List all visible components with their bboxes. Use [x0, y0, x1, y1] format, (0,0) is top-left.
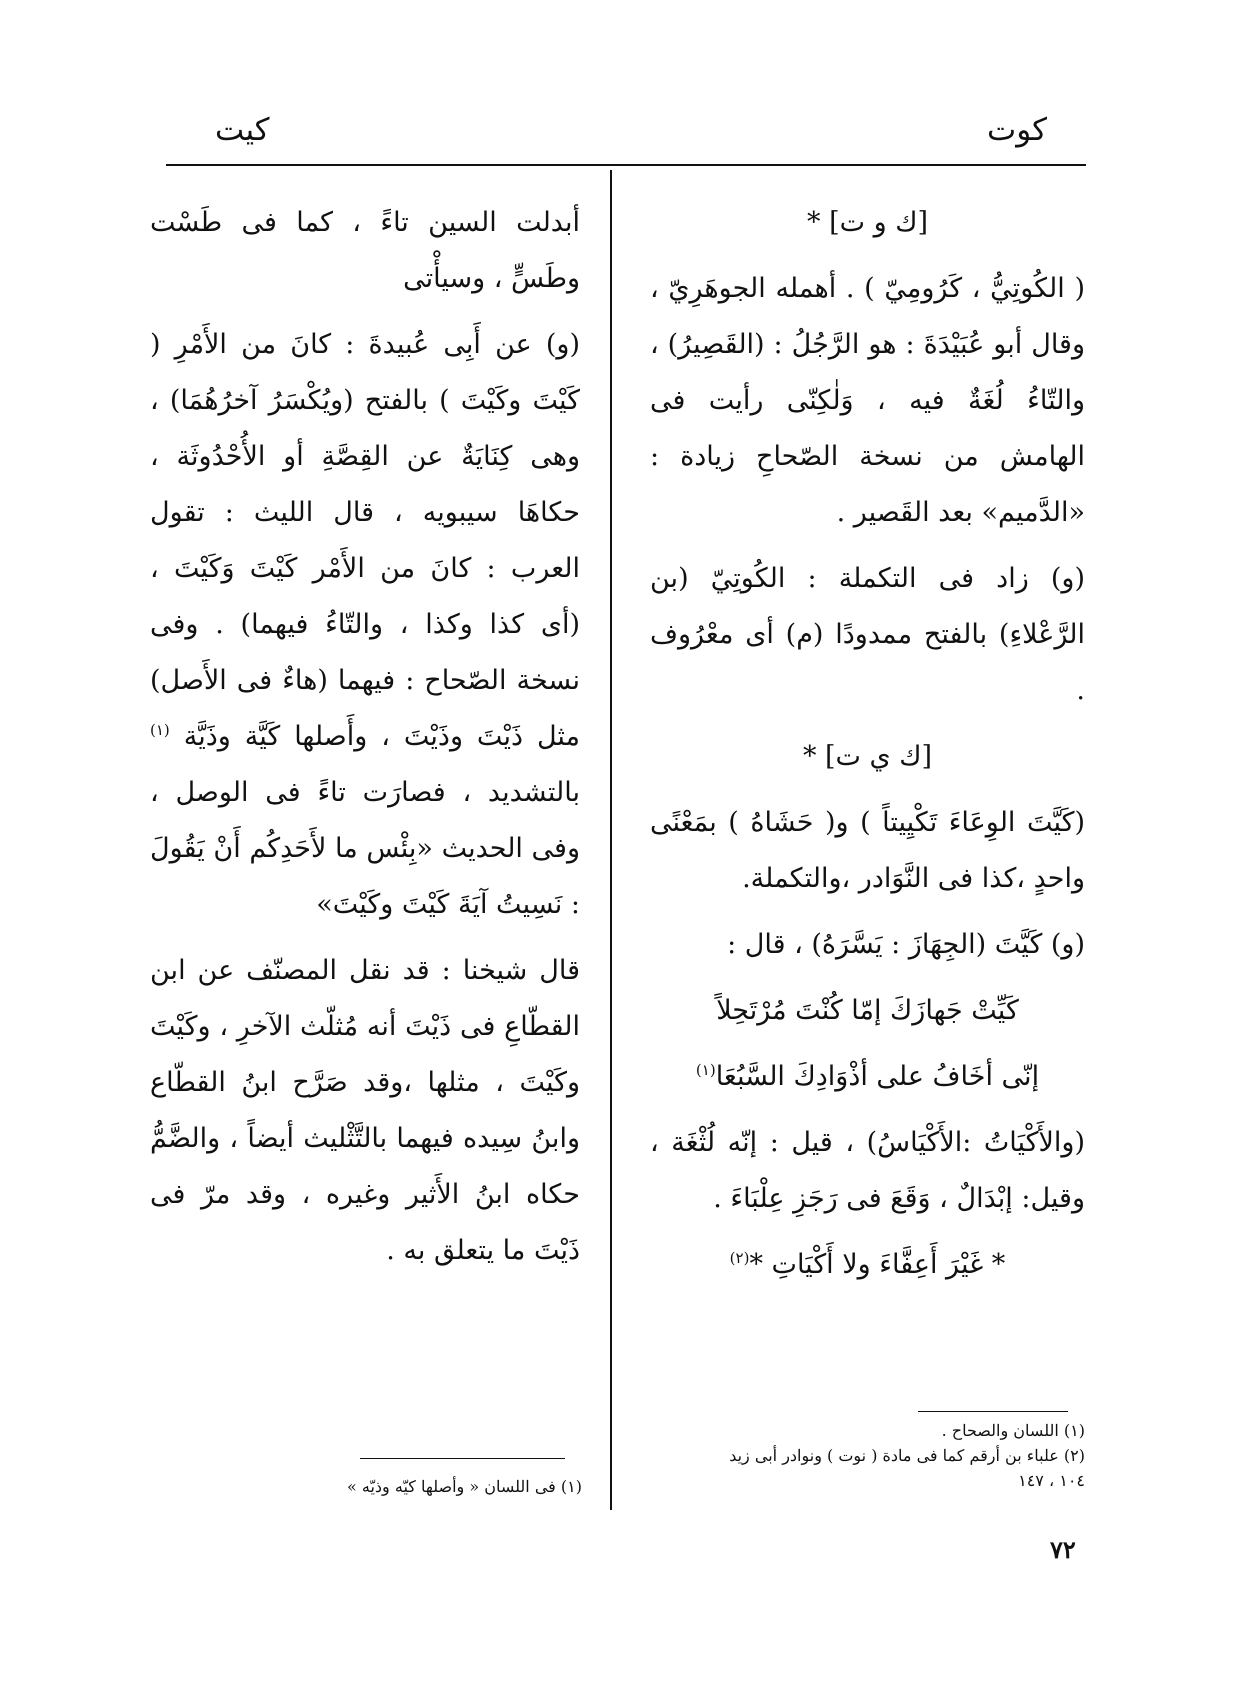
footnote-marker: (٢) [729, 1249, 750, 1267]
footnote-item: (١) اللسان والصحاح . [941, 1421, 1085, 1440]
kayta-paragraph-text: (و) عن أَبِى عُبيدةَ : كانَ من الأَمْرِ ( كَيْتَ وكَيْتَ ) بالفتح (ويُكْسَرُ آخرُهُمَا) ، وهى كِنَايَةٌ عن القِصَّةِ أو الأُحْدُوثَة ، حكاهَا سيبويه ، قال الليث : تقول العرب : كانَ من الأَمْر كَيْتَ وَكَيْتَ ، (أى كذا وكذا ، والتّاءُ فيهما) . وفى نسخة الصّحاح : فيهما (هاءٌ فى الأَصل) مثل ذَيْتَ وذَيْتَ ، وأَصلها كَيَّة وذَيَّة [150, 329, 580, 752]
continuation-paragraph: أبدلت السين تاءً ، كما فى طَسْت وطَسٍّ ، وسيأْتى [150, 207, 580, 294]
footnote-rule-left [360, 1458, 565, 1459]
footnote-marker: (١) [150, 721, 170, 739]
entry-head-kwt: [ك و ت] * [806, 207, 929, 238]
running-head-right: كوت [987, 112, 1047, 148]
footnotes-right [655, 1418, 1085, 1493]
verse-2-text: * غَيْرَ أَعِفَّاءَ ولا أَكْيَاتِ * [749, 1249, 1006, 1280]
footnote-item: (١) فى اللسان « وأصلها كيّه وذيّه » [347, 1477, 582, 1496]
verse-1-line-2 [650, 1049, 1085, 1105]
footnote-marker: (١) [695, 1061, 716, 1079]
left-column [150, 195, 580, 1289]
verse-1-line-2-text: إنّى أخَافُ على أذْوَادِكَ السَّبُعَا [715, 1061, 1040, 1092]
entry-kwt-paragraph-2: (و) زاد فى التكملة : الكُوتِيّ (بن الرَّعْلاءِ) بالفتح ممدودًا (م) أى معْرُوف . [650, 563, 1085, 706]
footnote-item: (٢) علباء بن أرقم كما فى مادة ( نوت ) ونوادر أبى زيد [729, 1446, 1085, 1465]
entry-kwt-paragraph-1: ( الكُوتِيُّ ، كَرُومِيّ ) . أهمله الجوهَرِيّ ، وقال أبو عُبَيْدَةَ : هو الرَّجُلُ : (القَصِيرُ) ، والتّاءُ لُغَةٌ فيه ، وَلٰكِنّى رأيت فى الهامش من نسخة الصّحاحِ زيادة : «الدَّميم» بعد القَصير . [650, 273, 1085, 528]
running-head-left: كيت [215, 112, 270, 148]
entry-kyt-paragraph-2: (و) كَيَّتَ (الجِهَازَ : يَسَّرَهُ) ، قال : [727, 929, 1085, 960]
entry-kyt-paragraph-1: (كَيَّتَ الوِعَاءَ تَكْيِيتاً ) و( حَشَاهُ ) بمَعْنًى واحدٍ ،كذا فى النَّوَادر ،والتكملة. [650, 807, 1085, 894]
kayta-paragraph-tail: بالتشديد ، فصارَت تاءً فى الوصل ، وفى الحديث «بِئْس ما لأَحَدِكُم أَنْ يَقُولَ : نَسِيتُ آيَةَ كَيْتَ وكَيْتَ» [150, 777, 580, 920]
footnotes-left [150, 1474, 582, 1499]
right-column [650, 195, 1085, 1303]
kayta-paragraph [150, 317, 580, 933]
footnote-rule-right [918, 1411, 1068, 1412]
page-number: ٧٢ [1050, 1535, 1076, 1564]
entry-head-kyt: [ك ي ت] * [802, 741, 933, 772]
entry-kyt-paragraph-3: (والأَكْيَاتُ :الأَكْيَاسُ) ، قيل : إنّه لُثْغَة ، وقيل: إبْدَالٌ ، وَقَعَ فى رَجَزِ عِلْبَاءَ . [650, 1127, 1085, 1214]
verse-2 [650, 1237, 1085, 1293]
header-rule [166, 164, 1086, 166]
shaykhuna-paragraph: قال شيخنا : قد نقل المصنّف عن ابن القطّاعِ فى ذَيْتَ أنه مُثلّث الآخرِ ، وكَيْتَ وكَيْتَ ، مثلها ،وقد صَرَّح ابنُ القطّاع وابنُ سِيده فيهما بالتَّثْليث أيضاً ، والضَّمُّ حكاه ابنُ الأَثير وغيره ، وقد مرّ فى ذَيْتَ ما يتعلق به . [150, 955, 580, 1266]
footnote-item: ١٠٤ ، ١٤٧ [1018, 1471, 1085, 1490]
column-divider [610, 170, 612, 1510]
verse-1-line-1: كَيِّتْ جَهازَكَ إمّا كُنْتَ مُرْتَحِلاً [716, 995, 1019, 1026]
